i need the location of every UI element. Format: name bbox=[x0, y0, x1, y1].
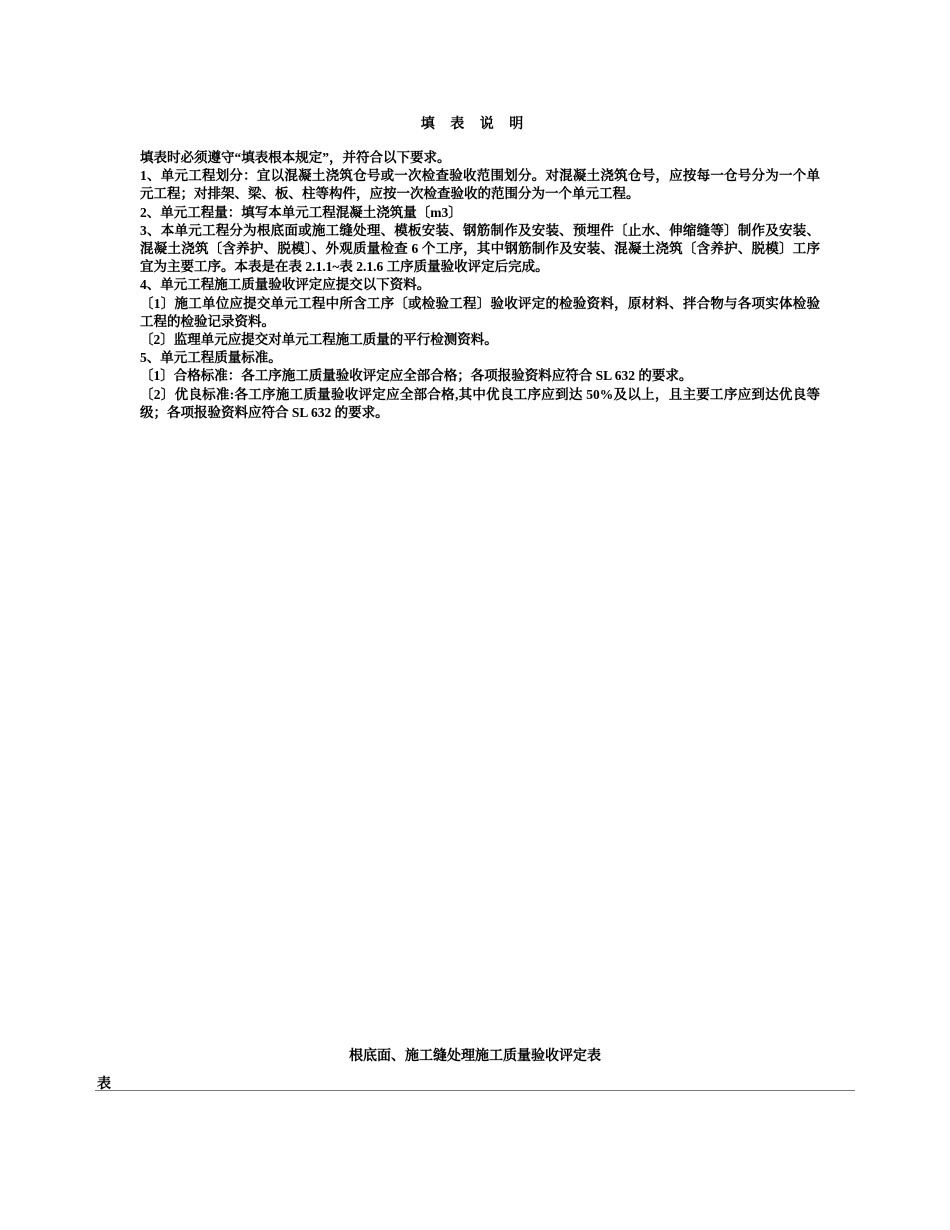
table-label: 表 bbox=[97, 1077, 111, 1092]
item-4-paragraph: 4、单元工程施工质量验收评定应提交以下资料。 bbox=[140, 277, 431, 293]
item-3-paragraph: 3、本单元工程分为根底面或施工缝处理、模板安装、钢筋制作及安装、预埋件〔止水、伸缩缝等〕制作及安装、混凝土浇筑〔含养护、脱模〕、外观质量检查 6 个工序，其中钢筋制作及安装、混凝土浇筑〔含养护、脱模〕工序宜为主要工序。本表是在表 2.1.1~表 2.1.6 工序质量验收评定后完成。 bbox=[140, 222, 820, 275]
page-title: 填 表 说 明 bbox=[420, 117, 530, 132]
instructions-block bbox=[140, 149, 820, 422]
item-4-1-paragraph: 〔1〕施工单位应提交单元工程中所含工序〔或检验工程〕验收评定的检验资料，原材料、拌合物与各项实体检验工程的检验记录资料。 bbox=[140, 295, 820, 329]
item-2-paragraph: 2、单元工程量：填写本单元工程混凝土浇筑量〔m3〕 bbox=[140, 204, 462, 220]
intro-paragraph: 填表时必须遵守“填表根本规定”，并符合以下要求。 bbox=[140, 150, 451, 165]
item-5-paragraph: 5、单元工程质量标准。 bbox=[140, 350, 282, 366]
section-title: 根底面、施工缝处理施工质量验收评定表 bbox=[349, 1049, 601, 1064]
header-rule bbox=[95, 1090, 855, 1091]
item-5-1-paragraph: 〔1〕合格标准：各工序施工质量验收评定应全部合格；各项报验资料应符合 SL 632 的要求。 bbox=[140, 368, 693, 384]
item-5-2-paragraph: 〔2〕优良标准:各工序施工质量验收评定应全部合格,其中优良工序应到达 50%及以上，且主要工序应到达优良等级；各项报验资料应符合 SL 632 的要求。 bbox=[140, 386, 820, 420]
item-4-2-paragraph: 〔2〕监理单元应提交对单元工程施工质量的平行检测资料。 bbox=[140, 332, 498, 348]
item-1-paragraph: 1、单元工程划分：宜以混凝土浇筑仓号或一次检查验收范围划分。对混凝土浇筑仓号，应按每一仓号分为一个单元工程；对排架、梁、板、柱等构件，应按一次检查验收的范围分为一个单元工程。 bbox=[140, 168, 820, 202]
